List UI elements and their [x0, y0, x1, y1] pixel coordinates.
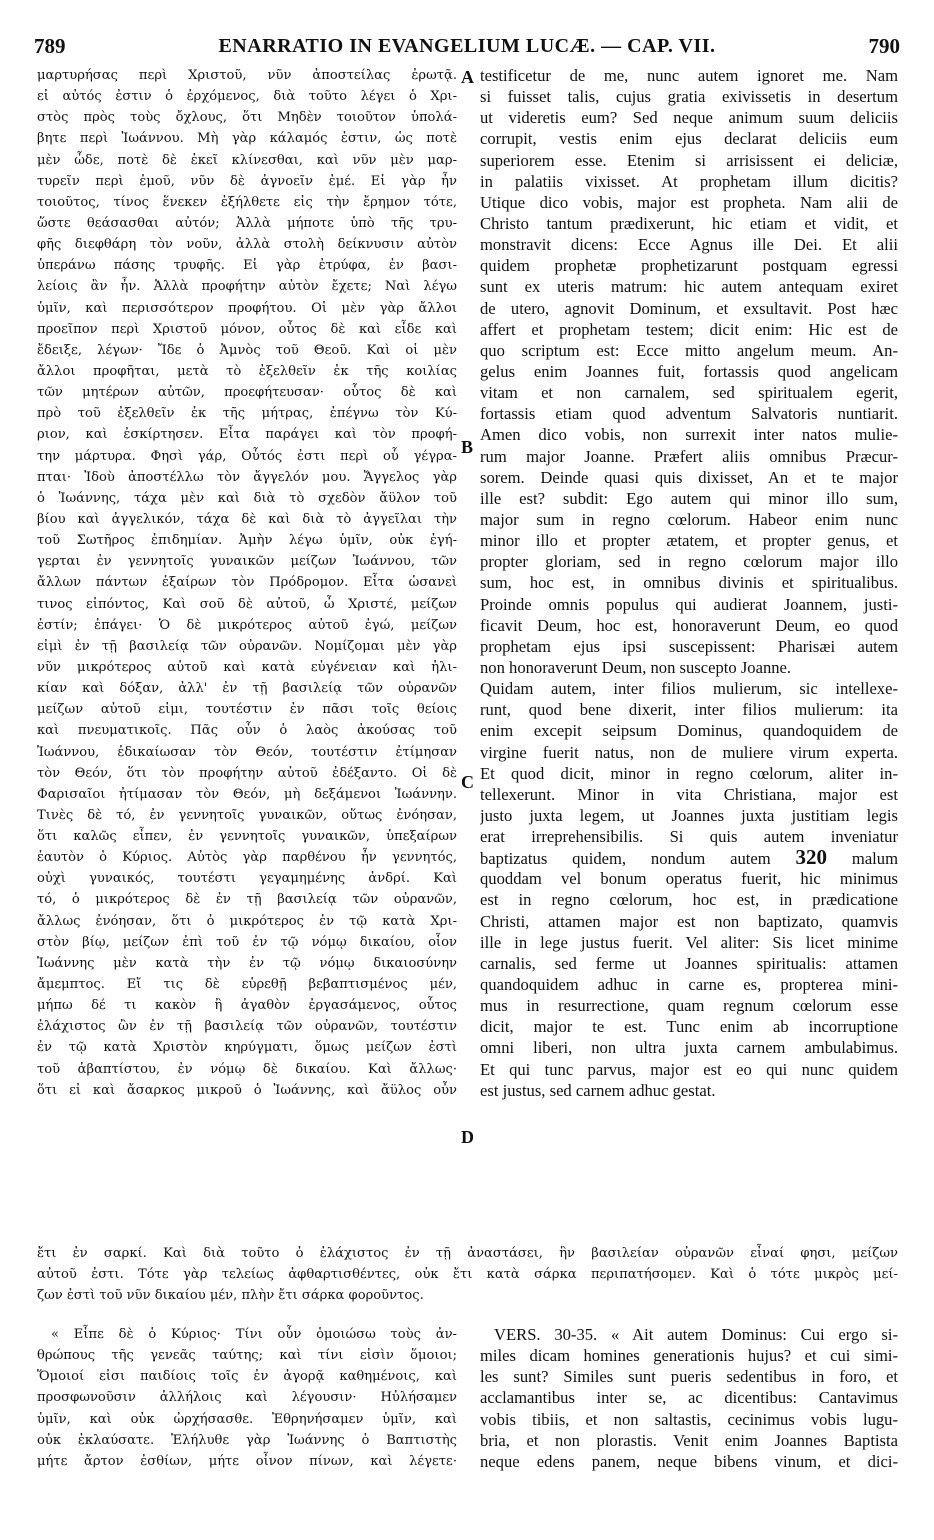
latin-text-line: neque edens panem, neque bibens vinum, et dici-: [480, 1451, 898, 1471]
greek-text-line: ἄλλοι προφῆται, μετὰ τὸ ἐξελθεῖν ἐκ τῆς κοιλίας: [37, 363, 457, 379]
greek-text-line: τινος εἰπόντος, Καὶ σοῦ δὲ αὐτοῦ, ὦ Χριστέ, μείζων: [37, 596, 457, 612]
greek-text-line: ριον, καὶ ἐσκίρτησεν. Εἶτα παράγει καὶ τὸν προφή-: [37, 427, 457, 443]
latin-text-line: vobis tibiis, et non saltastis, cecinimus vobis lugu-: [480, 1409, 898, 1429]
latin-text-line: Utique dico vobis, major est propheta. Nam alii de: [480, 192, 898, 212]
greek-text-line: Ὅμοιοί εἰσι παιδίοις τοῖς ἐν ἀγορᾷ καθημένοις, καὶ: [37, 1369, 457, 1385]
latin-text-line: runt, quod bene dixerit, inter filios mulierum: ita: [480, 700, 898, 720]
greek-text-line: τό, ὁ μικρότερος δὲ ἐν τῇ βασιλείᾳ τῶν οὐρανῶν,: [37, 892, 457, 908]
greek-column: [37, 65, 457, 1101]
latin-text-line: Christo tantum prædixerunt, hic etiam et vidit, et: [480, 213, 898, 233]
greek-text-line: φῆς διεφθάρη τὸν νοῦν, ἀλλὰ στολὴ δείκνυσιν αὐτὸν: [37, 237, 457, 253]
latin-text-line: testificetur de me, nunc autem ignoret me. Nam: [480, 66, 898, 85]
page-number-left: 789: [34, 34, 66, 58]
latin-text-line: affert et prophetam testem; dicit enim: Hic est de: [480, 319, 898, 339]
latin-text-line: quo scriptum est: Ecce mitto angelum meum. An-: [480, 340, 898, 360]
greek-text-line: εἰ αὐτός ἐστιν ὁ ἐρχόμενος, διὰ τοῦτο λέγει ὁ Χρι-: [37, 89, 457, 105]
greek-text-line: πρὸ τοῦ ἐξελθεῖν ἐκ τῆς μήτρας, ἐπέγνω τὸν Κύ-: [37, 406, 457, 422]
greek-text-line: οὐχὶ γυναικός, τουτέστι γεγαμημένης ἀνδρί. Καὶ: [37, 871, 457, 887]
greek-text-line: νῦν μικρότερος αὐτοῦ καὶ κατὰ εὐγένειαν καὶ ἡλι-: [37, 659, 457, 675]
latin-text-line: quandoquidem adhuc in carne es, propterea mini-: [480, 975, 898, 995]
latin-text-line: vitam et non carnalem, sed spiritualem egerit,: [480, 383, 898, 403]
latin-text-line: dicit, major te est. Tunc enim ab incorruptione: [480, 1017, 898, 1037]
latin-text-line: rum major Joanne. Præfert aliis omnibus Præcur-: [480, 446, 898, 466]
latin-text-line: miles dicam homines generationis hujus? et cui simi-: [480, 1346, 898, 1366]
margin-letter-a: A: [461, 67, 474, 87]
latin-text-line: virgine fuerit natus, non de muliere virum experta.: [480, 742, 898, 762]
latin-text-line: quidem prophetæ prophetizarunt postquam egressi: [480, 256, 898, 276]
latin-text-line: non honoraverunt Deum, non suscepto Joanne.: [480, 657, 792, 677]
greek-text-line: μήτε ἄρτον ἐσθίων, μήτε οἶνον πίνων, καὶ λέγετε·: [37, 1453, 457, 1469]
running-title: ENARRATIO IN EVANGELIUM LUCÆ. — CAP. VII.: [218, 35, 716, 57]
greek-text-line: ἔτι ἐν σαρκί. Καὶ διὰ τοῦτο ὁ ἐλάχιστος ἐν τῇ ἀναστάσει, ἣν βασιλείαν οὐρανῶν εἶναί φησι, μείζων: [37, 1246, 898, 1261]
greek-text-line: τοῦ Σωτῆρος ἐπιδημίαν. Ἀμὴν λέγω ὑμῖν, οὐκ ἐγή-: [37, 533, 457, 549]
greek-text-line: εἰμὶ ἐν τῇ βασιλείᾳ τῶν οὐρανῶν. Νομίζομαι μὲν γὰρ: [37, 638, 457, 654]
greek-text-line: μείζων αὐτοῦ εἰμι, τουτέστιν ἐν πᾶσι τοῖς θείοις: [37, 702, 457, 718]
latin-text-line: carnalis, sed ferme ut Joannes spiritualis: attamen: [480, 953, 898, 973]
greek-text-line: καὶ πνευματικοῖς. Πᾶς οὖν ὁ λαὸς ἀκούσας τοῦ: [37, 723, 457, 739]
latin-text-line: est justus, sed carnem adhuc gestat.: [480, 1080, 716, 1100]
latin-text-line: quoddam vel bonum operatus fuerit, hic minimus: [480, 869, 898, 889]
latin-text-line: gelus enim Joannes fuit, fortassis quod angelicam: [480, 361, 898, 381]
greek-text-line: Ἰωάννης μὲν κατὰ τὴν ἐν τῷ νόμῳ δικαιοσύνην: [37, 955, 457, 971]
page-header: [34, 34, 900, 64]
greek-text-line: την μάρτυρα. Φησὶ γάρ, Οὗτός ἐστι περὶ οὗ γέγρα-: [37, 448, 457, 464]
greek-text-line: τῶν μητέρων αὐτῶν, προεφήτευσαν· οὗτος δὲ καὶ: [37, 385, 457, 401]
latin-text-line: erat irreprehensibilis. Si quis autem inveniatur: [480, 827, 898, 847]
greek-text-line: ἑαυτὸν ὁ Κύριος. Αὐτὸς γὰρ παρθένου ἦν γεννητός,: [37, 850, 457, 866]
latin-text-line: ficavit Deum, hoc est, honoraverunt Deum, eo quod: [480, 615, 898, 635]
latin-text-line: ut videretis eum? Sed neque animum suum deliciis: [480, 108, 898, 128]
latin-text-line: major sum in regno cœlorum. Habeor enim nunc: [480, 509, 898, 529]
greek-text-line: ὑμῖν, καὶ περισσότερον προφήτου. Οἱ μὲν γὰρ ἄλλοι: [37, 300, 457, 316]
margin-letter-d: D: [461, 1127, 474, 1147]
greek-text-line: ἄμεμπτος. Εἴ τις δὲ εὑρεθῇ βεβαπτισμένος μέν,: [37, 977, 457, 993]
latin-column: [480, 65, 898, 1101]
greek-text-line: ἐστίν; ἐπάγει· Ὁ δὲ μικρότερος αὐτοῦ ἐγώ, μείζων: [37, 617, 457, 633]
greek-text-line: ἄλλων πάντων ἐξαίρων τὸν Πρόδρομον. Εἶτα ὡσανεὶ: [37, 575, 457, 591]
latin-text-line: mus in resurrectione, quam regnum cœlorum esse: [480, 996, 898, 1016]
greek-text-line: τυρεῖν περὶ ἐμοῦ, νῦν δὲ ἀγνοεῖν ἐμέ. Εἰ γὰρ ἦν: [37, 173, 457, 189]
latin-text-line: VERS. 30-35. « Ait autem Dominus: Cui ergo si-: [494, 1325, 898, 1344]
greek-text-line: Τινὲς δὲ τό, ἐν γεννητοῖς γυναικῶν, οὕτως ἐνόησαν,: [37, 807, 457, 823]
greek-text-line: οὐκ ἐκλαύσατε. Ἐλήλυθε γὰρ Ἰωάννης ὁ Βαπτιστὴς: [37, 1432, 457, 1448]
latin-text-line: Proinde omnis populus qui audierat Joannem, justi-: [480, 594, 898, 614]
latin-text-line: bria, et non plorastis. Venit enim Joannes Baptista: [480, 1430, 898, 1450]
greek-text-line: ἔδειξε, λέγων· Ἴδε ὁ Ἀμνὸς τοῦ Θεοῦ. Καὶ οἱ μὲν: [37, 342, 457, 358]
greek-text-line: βητε περὶ Ἰωάννου. Μὴ γὰρ κάλαμός ἐστιν, ὡς ποτὲ: [37, 131, 457, 147]
latin-text-line: de utero, agnovit Dominum, et exsultavit. Post hæc: [480, 298, 898, 318]
latin-text-line: [480, 847, 898, 868]
greek-text-line: ὑπεράνω πάσης τρυφῆς. Εἰ γὰρ ἐτρύφα, ἐν βασι-: [37, 258, 457, 274]
greek-text-line: ὥστε θεάσασθαι αὐτόν; Ἀλλὰ μήποτε ὑπὸ τῆς τρυ-: [37, 215, 457, 231]
greek-text-line: ἄλλως ἐνόησαν, ὅτι ὁ μικρότερος ἐν τῷ κατὰ Χρι-: [37, 913, 457, 929]
latin-text-fragment: baptizatus quidem, nondum autem: [480, 849, 771, 869]
greek-text-line: μήπω δέ τι κακὸν ἢ ἀγαθὸν ἐργασάμενος, οὗτος: [37, 998, 457, 1014]
latin-text-line: Et qui tunc parvus, major est eo qui nunc quidem: [480, 1059, 898, 1079]
latin-text-line: ille est? subdit: Ego autem qui minor illo sum,: [480, 488, 898, 508]
greek-text-line: γερται ἐν γεννητοῖς γυναικῶν μείζων Ἰωάννου, τῶν: [37, 554, 457, 570]
latin-text-line: sorem. Deinde quasi quis dixisset, An et te major: [480, 467, 898, 487]
greek-text-line: κίαν καὶ δόξαν, ἀλλ' ἐν τῇ βασιλείᾳ τῶν οὐρανῶν: [37, 681, 457, 697]
greek-text-line: αὐτοῦ ἐστι. Τότε γὰρ τελείως ἀφθαρτισθέντες, οὐκ ἔτι κατὰ σάρκα περιπατήσομεν. Καὶ ὁ τότε μικρὸς μεί-: [37, 1267, 898, 1283]
greek-text-line: προεῖπον περὶ Χριστοῦ μόνον, οὗτος δὲ καὶ εἶδε καὶ: [37, 321, 457, 337]
greek-text-line: « Εἶπε δὲ ὁ Κύριος· Τίνι οὖν ὁμοιώσω τοὺς ἀν-: [51, 1327, 457, 1342]
greek-text-line: πται· Ἰδοὺ ἀποστέλλω τὸν ἄγγελόν μου. Ἄγγελος γὰρ: [37, 469, 457, 485]
greek-text-line: μαρτυρήσας περὶ Χριστοῦ, νῦν ἀποστείλας ἐρωτᾷ.: [37, 68, 457, 83]
latin-text-line: omni liberi, non ultra juxta carnem ambulabimus.: [480, 1038, 898, 1058]
latin-text-line: les sunt? Similes sunt pueris sedentibus in foro, et: [480, 1367, 898, 1387]
greek-text-line: ἐν τῷ κατὰ Χριστὸν κηρύγματι, ὅμως μείζων ἐστὶ: [37, 1040, 457, 1056]
greek-text-line: στὸς πρὸς τοὺς ὄχλους, ὅτι Μηδὲν τοιοῦτον ὑπολά-: [37, 110, 457, 126]
greek-text-line: στὸν βίῳ, μείζων ἐπὶ τοῦ ἐν τῷ νόμῳ δικαίου, οἷον: [37, 934, 457, 950]
latin-text-line: in palatiis vixisset. At prophetam illum dicitis?: [480, 171, 898, 191]
latin-text-line: est in regno cœlorum, hoc est, in prædicatione: [480, 890, 898, 910]
greek-text-line: Φαρισαῖοι ἠτίμασαν τὸν Θεόν, μὴ δεξάμενοι Ἰωάννην.: [37, 786, 457, 802]
greek-text-line: ἐλάχιστος ὢν ἐν τῇ βασιλείᾳ τῶν οὐρανῶν, τουτέστιν: [37, 1019, 457, 1035]
latin-text-line: tellexerunt. Minor in vita Christiana, major est: [480, 784, 898, 804]
latin-text-line: minor illo et propter ætatem, et propter genus, et: [480, 531, 898, 551]
latin-text-line: Christi, attamen major est non baptizato, quamvis: [480, 911, 898, 931]
greek-text-line: ὅτι εἰ καὶ ἄσαρκος μικροῦ ὁ Ἰωάννης, καὶ ἄϋλος οὖν: [37, 1082, 457, 1098]
greek-text-line: ὁ Ἰωάννης, τάχα μὲν καὶ διὰ τὸ σχεδὸν ἄϋλον τοῦ: [37, 490, 457, 506]
margin-letter-b: B: [461, 437, 474, 457]
latin-text-line: sum, hoc est, in omnibus divinis et spiritualibus.: [480, 573, 898, 593]
page-number-right: 790: [868, 34, 900, 58]
latin-text-line: Et quod dicit, minor in regno cœlorum, aliter in-: [480, 763, 898, 783]
latin-text-line: acclamantibus inter se, ac dicentibus: Cantavimus: [480, 1388, 898, 1408]
latin-text-line: justo juxta legem, ut Joannes juxta justitiam legis: [480, 805, 898, 825]
latin-text-line: corrupit, vestis enim ejus declarat deliciis eum: [480, 129, 898, 149]
latin-text-line: superiorem esse. Etenim si arrisissent ei deliciæ,: [480, 150, 898, 170]
full-width-greek-text: [37, 1243, 898, 1306]
latin-text-line: prophetam ejus ipsi suscepissent: Pharisæi autem: [480, 636, 898, 656]
greek-text-line: θρώπους τῆς γενεᾶς ταύτης; καὶ τίνι εἰσὶν ὅμοιοι;: [37, 1348, 457, 1364]
latin-text-line: sunt ex uteris matrum: hic autem antequam exiret: [480, 277, 898, 297]
latin-column-section2: [480, 1324, 898, 1472]
greek-text-line: ζων ἐστὶ τοῦ νῦν δικαίου μέν, πλὴν ἔτι σάρκα φοροῦντος.: [37, 1288, 424, 1304]
latin-text-line: propter gloriam, sed in regno cœlorum major illo: [480, 552, 898, 572]
greek-text-line: ὑμῖν, καὶ οὐκ ὠρχήσασθε. Ἐθρηνήσαμεν ὑμῖν, καὶ: [37, 1411, 457, 1427]
greek-text-line: βίου καὶ ἀγγελικόν, τάχα δὲ καὶ διὰ τὸ ἀγγεῖλαι τὴν: [37, 511, 457, 527]
greek-text-line: τὸν Θεόν, ὅτι τὸν προφήτην αὐτοῦ ἐδέξαντο. Οἱ δὲ: [37, 765, 457, 781]
latin-text-fragment: malum: [851, 849, 898, 869]
greek-column-section2: [37, 1324, 457, 1472]
latin-text-line: ille in lege justus fuerit. Vel aliter: Sis licet minime: [480, 932, 898, 952]
latin-text-line: fortassis etiam quod adventum Salvatoris nuntiarit.: [480, 404, 898, 424]
latin-text-line: monstravit dicens: Ecce Agnus ille Dei. Et alii: [480, 235, 898, 255]
greek-text-line: λείοις ἂν ἦν. Ἀλλὰ προφήτην αὐτὸν ἔχετε; Ναὶ λέγω: [37, 279, 457, 295]
column-number: 320: [795, 847, 828, 869]
greek-text-line: μὲν ὧδε, ποτὲ δὲ ἐκεῖ κλίνεσθαι, καὶ νῦν μὲν μαρ-: [37, 152, 457, 168]
margin-letter-c: C: [461, 772, 474, 792]
latin-text-line: enim excepit seipsum Dominus, quandoquidem de: [480, 721, 898, 741]
greek-text-line: ὅτι καλῶς εἶπεν, ἐν γεννητοῖς γυναικῶν, ὑπεξαίρων: [37, 829, 457, 845]
greek-text-line: τοῦ ἀβαπτίστου, ἐν νόμῳ δὲ δικαίου. Καὶ ἄλλως·: [37, 1061, 457, 1077]
latin-text-line: si fuisset talis, cujus gratia exivissetis in desertum: [480, 87, 898, 107]
greek-text-line: Ἰωάννου, ἐδικαίωσαν τὸν Θεόν, τουτέστιν ἐτίμησαν: [37, 744, 457, 760]
latin-text-line: Amen dico vobis, non surrexit inter natos mulie-: [480, 425, 898, 445]
latin-text-line: Quidam autem, inter filios mulierum, sic intellexe-: [480, 679, 898, 699]
greek-text-line: προσφωνοῦσιν ἀλλήλοις καὶ λέγουσιν· Ηὐλήσαμεν: [37, 1390, 457, 1406]
greek-text-line: τοιοῦτος, τίνος ἕνεκεν ἐξήλθετε εἰς τὴν ἔρημον τότε,: [37, 194, 457, 210]
